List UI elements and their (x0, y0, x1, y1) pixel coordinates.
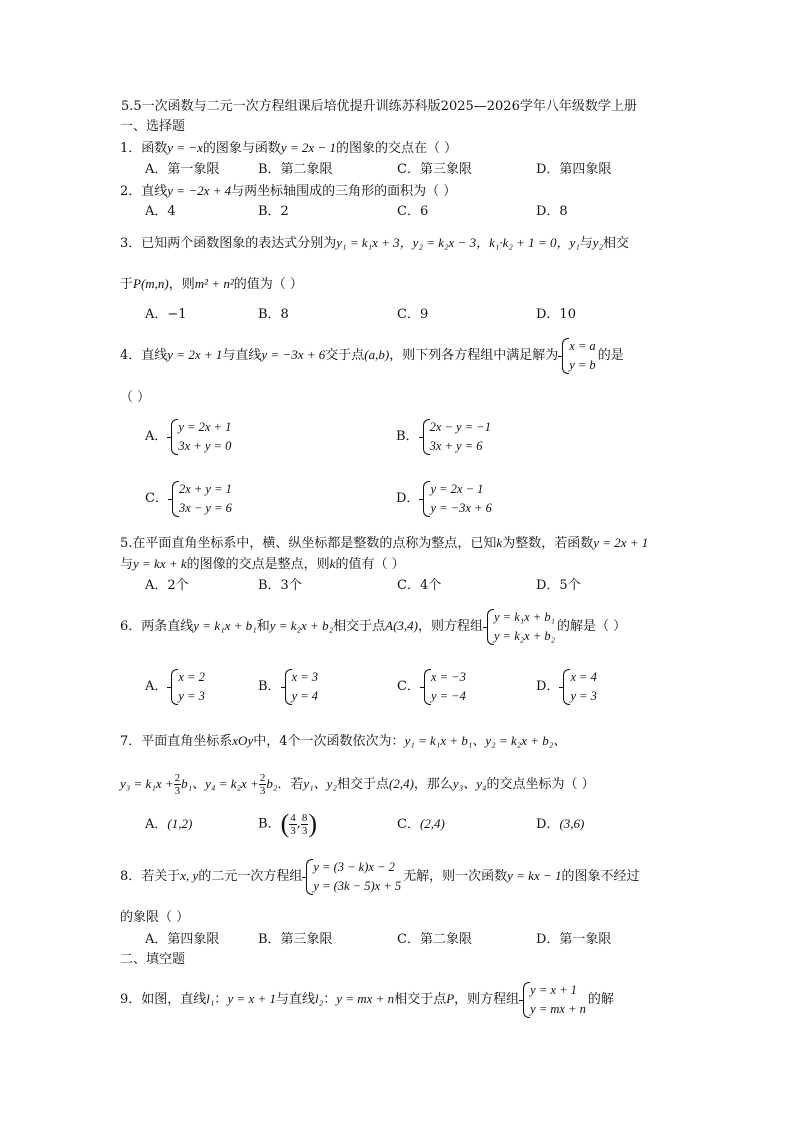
q5-option-d[interactable]: D．5个 (536, 578, 581, 593)
question-5-line-2: 与y = kx + k的图像的交点是整点，则k的值有（ ） (120, 556, 405, 572)
q3-option-b[interactable]: B．8 (258, 307, 289, 322)
q8-system: y = (3 − k)x − 2 y = (3k − 5)x + 5 (304, 858, 401, 896)
q5-option-b[interactable]: B．3个 (258, 578, 302, 593)
q8-option-b[interactable]: B．第三象限 (258, 932, 333, 947)
q3-option-a[interactable]: A．−1 (145, 307, 187, 322)
q2-option-d[interactable]: D．8 (536, 204, 568, 219)
q3-option-c[interactable]: C．9 (397, 307, 429, 322)
q7-option-a[interactable]: A．(1,2) (145, 816, 193, 832)
q5-option-c[interactable]: C．4个 (397, 578, 442, 593)
section-choice: 一、选择题 (120, 119, 186, 134)
question-1: 1．函数y = −x的图象与函数y = 2x − 1的图象的交点在（ ） (120, 140, 458, 156)
q1-option-b[interactable]: B．第二象限 (258, 162, 333, 177)
question-3-line-2: 于P(m,n)，则m² + n²的值为（ ） (120, 276, 303, 292)
question-7-line-2: y₃ = k₁x + $\frac{2}{3}$ b₁、y₄ = k₂x + $\frac{2}{3}$ b₂．若y₁、y₂相交于点(2,4)，那么y₃、y₄的交点坐标为（ ） (120, 772, 595, 797)
q6-option-c[interactable]: C． x = −3 y = −4 (397, 668, 468, 706)
q4-option-b[interactable]: B． 2x − y = −1 3x + y = 6 (396, 418, 493, 456)
question-8: 8．若关于x, y的二元一次方程组 y = (3 − k)x − 2 y = (3k − 5)x + 5 无解，则一次函数y = kx − 1的图象不经过 (120, 856, 640, 897)
question-4-line-2: （ ） (120, 390, 151, 405)
q6-system: y = k₁x + b₁ y = k₂x + b₂ (485, 608, 555, 646)
q7-option-c[interactable]: C．(2,4) (397, 816, 445, 832)
question-9: 9．如图，直线l₁：y = x + 1与直线l₂：y = mx + n相交于点P，则方程组 y = x + 1 y = mx + n 的解 (120, 979, 614, 1020)
q4-option-a[interactable]: A． y = 2x + 1 3x + y = 0 (145, 418, 233, 456)
q7-option-d[interactable]: D．(3,6) (536, 816, 585, 832)
question-7-line-1: 7．平面直角坐标系xOy中，4个一次函数依次为：y₁ = k₁x + b₁、y₂ = k₂x + b₂、 (120, 733, 567, 749)
q7-option-b[interactable]: B．( $\frac{4}{3}$ , $\frac{8}{3}$ ) (258, 809, 318, 838)
q3-option-d[interactable]: D．10 (536, 307, 576, 322)
q4-solution-system: x = a y = b (560, 337, 595, 375)
question-3-line-1: 3．已知两个函数图象的表达式分别为y₁ = k₁x + 3，y₂ = k₂x − 3，k₁·k₂ + 1 = 0，y₁与y₂相交 (120, 235, 630, 251)
question-5-line-1: 5.在平面直角坐标系中，横、纵坐标都是整数的点称为整点，已知k为整数，若函数y = 2x + 1 (120, 535, 649, 551)
q1-option-d[interactable]: D．第四象限 (536, 162, 612, 177)
q1-option-a[interactable]: A．第一象限 (145, 162, 220, 177)
q2-option-a[interactable]: A．4 (145, 204, 176, 219)
q6-option-b[interactable]: B． x = 3 y = 4 (258, 668, 320, 706)
q9-system: y = x + 1 y = mx + n (521, 981, 586, 1019)
q2-option-c[interactable]: C．6 (397, 204, 429, 219)
q8-option-c[interactable]: C．第二象限 (397, 932, 472, 947)
page-title: 5.5一次函数与二元一次方程组课后培优提升训练苏科版2025—2026学年八年级数学上册 (121, 99, 637, 114)
q5-option-a[interactable]: A．2个 (145, 578, 189, 593)
q1-option-c[interactable]: C．第三象限 (397, 162, 472, 177)
q6-option-a[interactable]: A． x = 2 y = 3 (145, 668, 207, 706)
section-fill: 二、填空题 (120, 952, 186, 967)
q6-option-d[interactable]: D． x = 4 y = 3 (536, 668, 599, 706)
q2-option-b[interactable]: B．2 (258, 204, 289, 219)
question-8-line-2: 的象限（ ） (120, 910, 190, 925)
q4-option-c[interactable]: C． 2x + y = 1 3x − y = 6 (145, 480, 234, 518)
q8-option-d[interactable]: D．第一象限 (536, 932, 612, 947)
q8-option-a[interactable]: A．第四象限 (145, 932, 220, 947)
question-4: 4．直线y = 2x + 1与直线y = −3x + 6交于点(a,b)，则下列各方程组中满足解为 x = a y = b 的是 (120, 336, 624, 375)
question-2: 2．直线y = −2x + 4与两坐标轴围成的三角形的面积为（ ） (120, 183, 457, 199)
q4-option-d[interactable]: D． y = 2x − 1 y = −3x + 6 (396, 480, 494, 518)
question-6: 6．两条直线y = k₁x + b₁和y = k₂x + b₂相交于点A(3,4)，则方程组 y = k₁x + b₁ y = k₂x + b₂ 的解是（ ） (120, 607, 626, 646)
